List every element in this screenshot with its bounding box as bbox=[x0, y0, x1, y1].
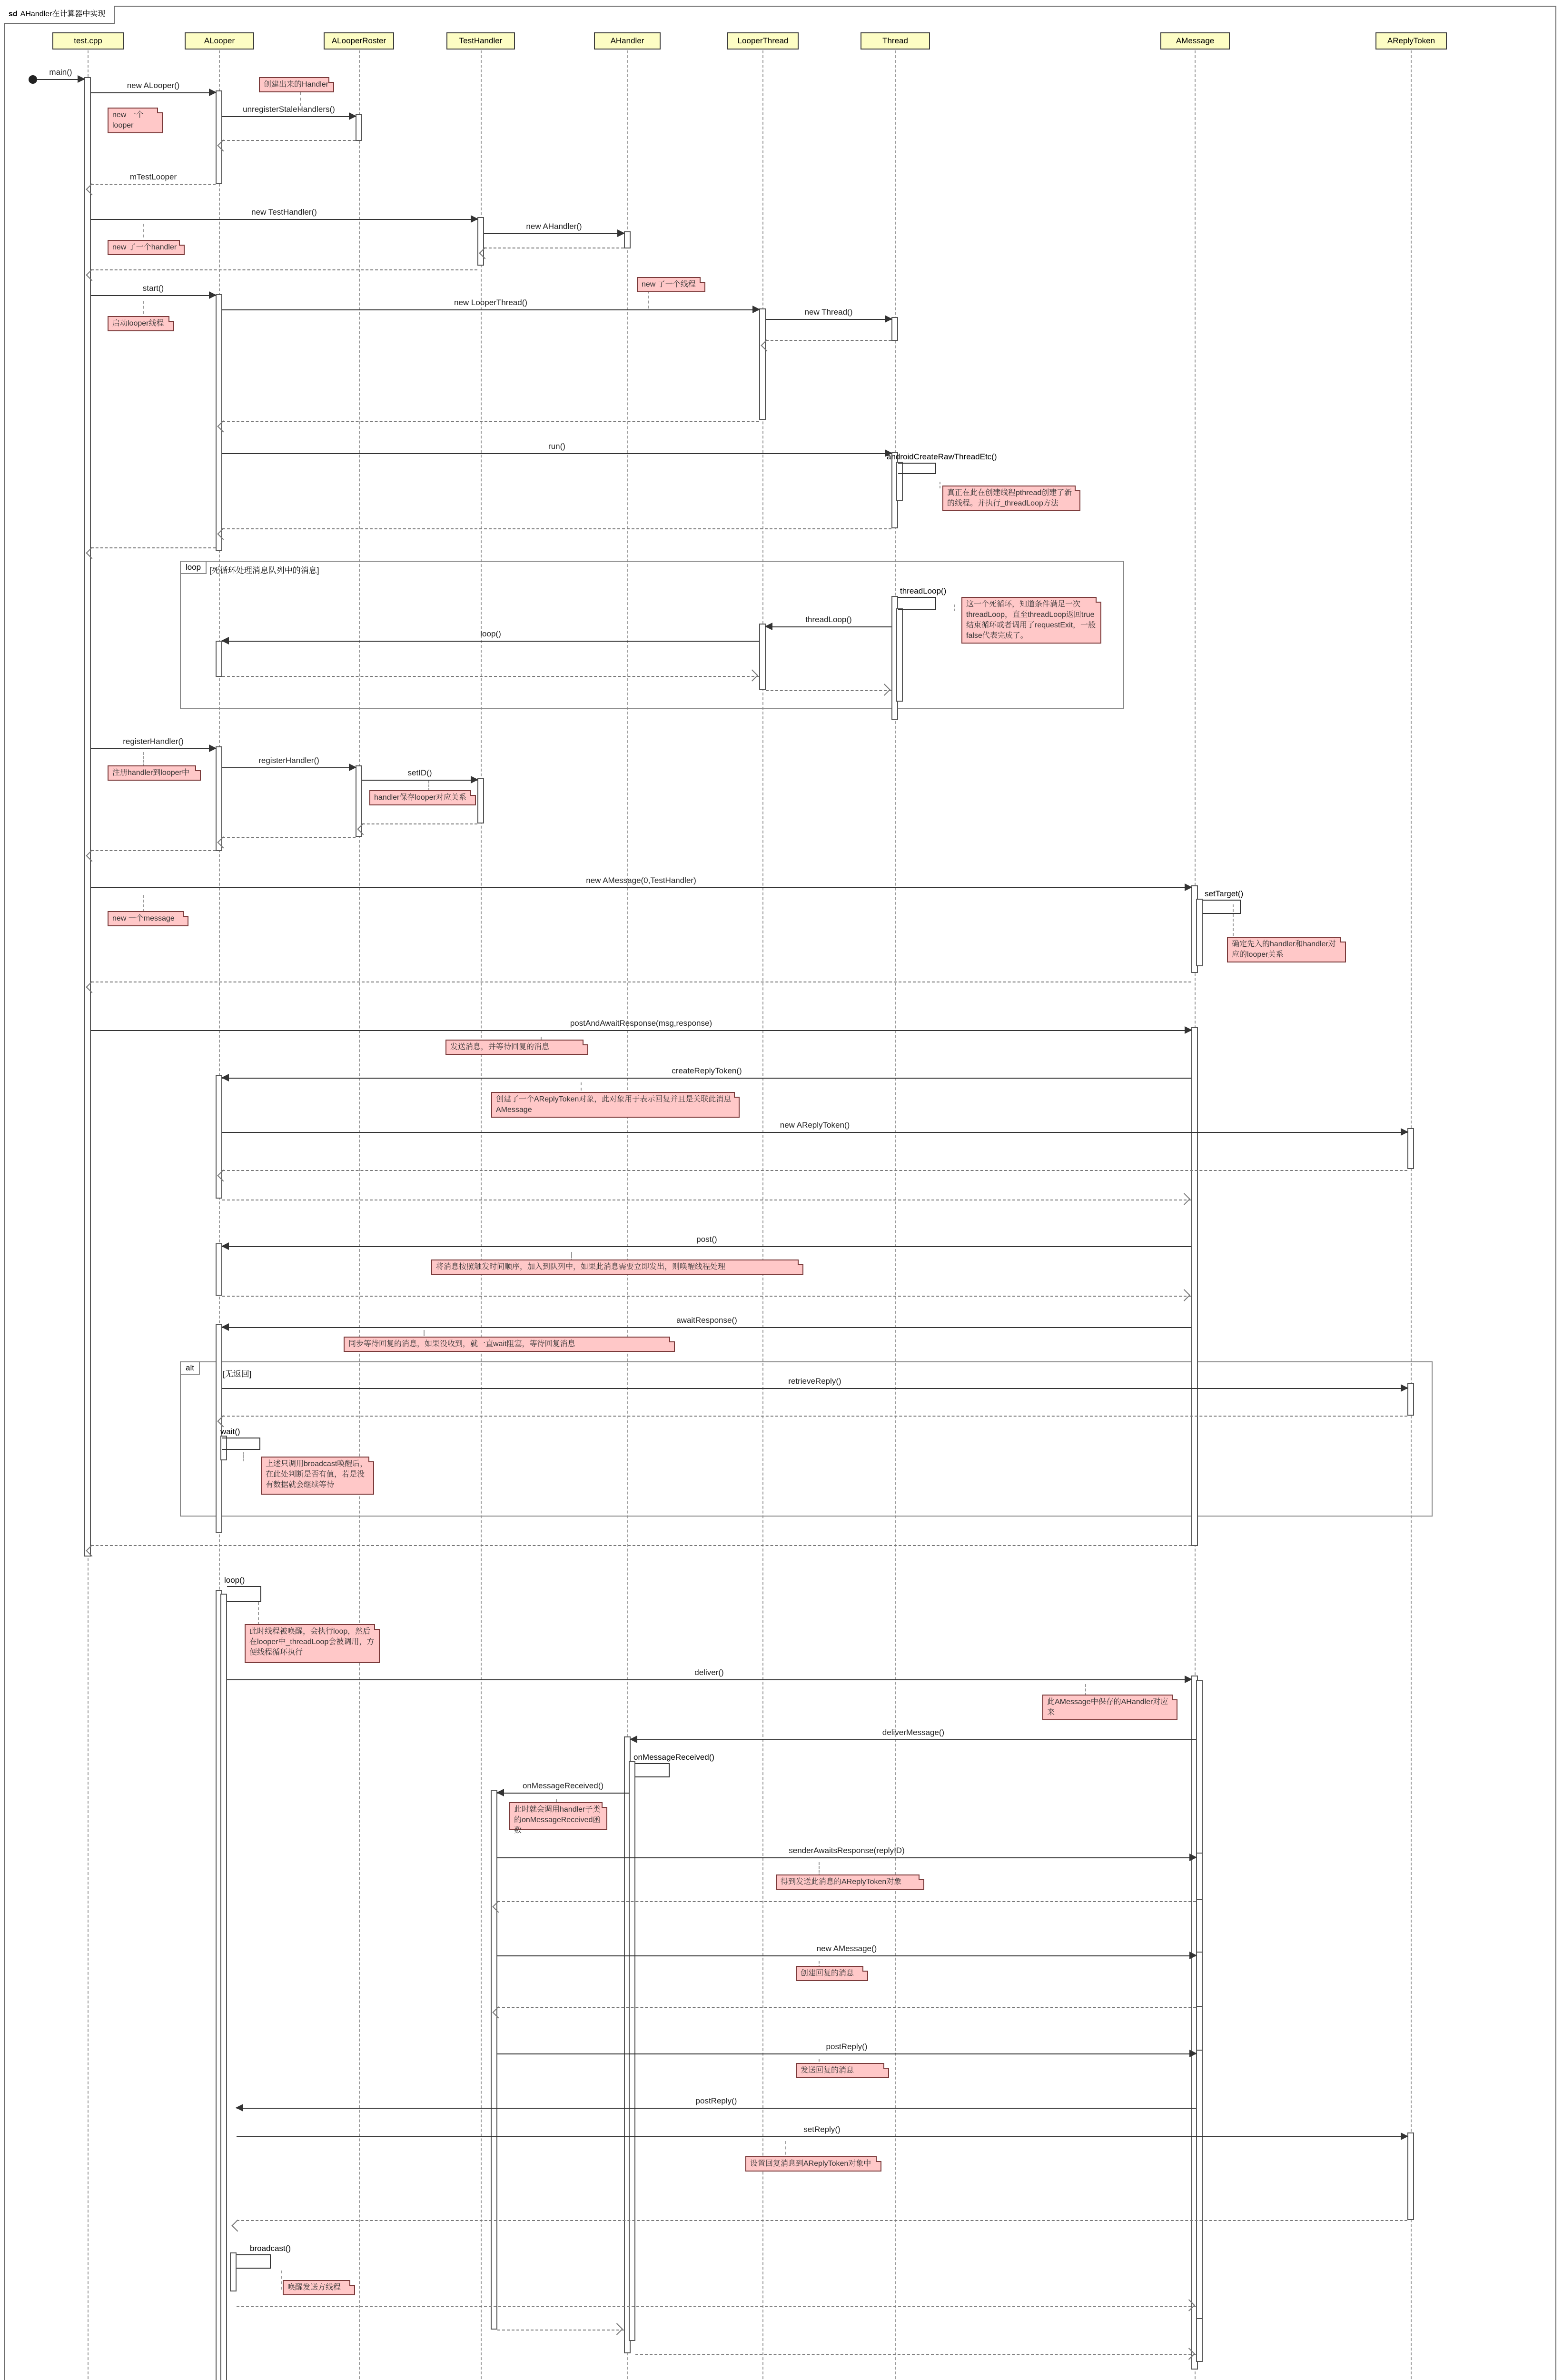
note-connector bbox=[143, 895, 144, 912]
note-post-queue: 将消息按照触发时间顺序，加入到队列中，如果此消息需要立即发出，则唤醒线程处理 bbox=[431, 1259, 803, 1275]
note-send-and-wait: 发送消息，并等待回复的消息 bbox=[445, 1040, 588, 1055]
activation-ahandler-1 bbox=[624, 231, 631, 248]
activation-areplytoken-3 bbox=[1407, 2132, 1414, 2220]
note-threadloop-dead-loop: 这一个死循环，知道条件满足一次threadLoop，直至threadLoop返回true结束循环或者调用了requestExit，一般false代表完成了。 bbox=[961, 597, 1101, 644]
activation-testhandler-3 bbox=[491, 1790, 497, 2330]
self-message-loop: loop() bbox=[227, 1586, 261, 1602]
lifeline-line-thread bbox=[895, 50, 896, 2380]
self-message-androidcreaterawthreadetc: androidCreateRawThreadEtc() bbox=[898, 463, 936, 474]
lifeline-amessage: AMessage bbox=[1160, 32, 1230, 50]
lifeline-testhandler: TestHandler bbox=[446, 32, 515, 50]
note-connector bbox=[300, 92, 301, 111]
self-message-broadcast: broadcast() bbox=[237, 2254, 271, 2269]
activation-alooper-10 bbox=[220, 1594, 227, 2380]
note-new-thread: new 了一个线程 bbox=[637, 277, 705, 292]
note-createreplytoken: 创建了一个AReplyToken对象，此对象用于表示回复并且是关联此消息AMessage bbox=[491, 1092, 740, 1118]
self-message-threadloop: threadLoop() bbox=[898, 597, 936, 610]
loop-fragment-guard: [死循环处理消息队列中的消息] bbox=[209, 566, 319, 575]
activation-alooper-3 bbox=[216, 641, 222, 677]
activation-looperthread-2 bbox=[759, 624, 766, 690]
activation-areplytoken-2 bbox=[1407, 1383, 1414, 1416]
lifeline-thread: Thread bbox=[861, 32, 930, 50]
activation-amessage-7 bbox=[1196, 1952, 1203, 2007]
diagram-title: sd AHandler在计算器中实现 bbox=[4, 6, 115, 24]
lifeline-line-alooperroster bbox=[359, 50, 360, 2380]
activation-amessage-3 bbox=[1191, 1027, 1198, 1546]
note-thread-woken: 此时线程被唤醒，会执行loop，然后在looper中_threadLoop会被调用，方便线程循环执行 bbox=[245, 1624, 380, 1663]
activation-test bbox=[84, 77, 91, 1557]
lifeline-looperthread: LooperThread bbox=[727, 32, 799, 50]
note-onmessagereceived: 此时就会调用handler子类的onMessageReceived函数 bbox=[509, 1802, 607, 1830]
initial-node bbox=[29, 75, 37, 84]
note-connector bbox=[954, 605, 955, 611]
alt-fragment-tag: alt bbox=[181, 1362, 200, 1375]
activation-alooper-6 bbox=[216, 1243, 222, 1296]
note-connector bbox=[143, 752, 144, 766]
activation-amessage-6 bbox=[1196, 1853, 1203, 1900]
activation-alooper-1 bbox=[216, 90, 222, 184]
activation-looperthread-1 bbox=[759, 308, 766, 420]
activation-areplytoken-1 bbox=[1407, 1128, 1414, 1169]
note-settarget: 确定先入的handler和handler对应的looper关系 bbox=[1227, 937, 1346, 962]
lifeline-alooper: ALooper bbox=[185, 32, 254, 50]
note-wake-sender: 唤醒发送方线程 bbox=[283, 2280, 355, 2295]
note-start-looper-thread: 启动looper线程 bbox=[108, 316, 174, 331]
note-wait-broadcast: 上述只调用broadcast唤醒后，在此处判断是否有值，若是没有数据就会继续等待 bbox=[261, 1457, 374, 1495]
lifeline-line-areplytoken bbox=[1411, 50, 1412, 2380]
loop-fragment-tag: loop bbox=[181, 562, 207, 574]
note-new-message: new 一个message bbox=[108, 911, 188, 926]
note-connector bbox=[1233, 904, 1234, 941]
note-setreply: 设置回复消息到AReplyToken对象中 bbox=[745, 2156, 881, 2172]
self-message-settarget: setTarget() bbox=[1203, 900, 1241, 914]
activation-amessage-8 bbox=[1196, 2050, 1203, 2319]
note-await-response: 同步等待回复的消息，如果没收到，就一直wait阻塞，等待回复消息 bbox=[344, 1337, 675, 1352]
note-register-handler: 注册handler到looper中 bbox=[108, 765, 201, 781]
note-new-handler: new 了一个handler bbox=[108, 240, 185, 255]
activation-testhandler-1 bbox=[477, 217, 484, 266]
lifeline-areplytoken: AReplyToken bbox=[1375, 32, 1447, 50]
note-get-replytoken: 得到发送此消息的AReplyToken对象 bbox=[776, 1874, 924, 1890]
activation-roster-1 bbox=[356, 114, 362, 141]
lifeline-test: test.cpp bbox=[52, 32, 124, 50]
lifeline-ahandler: AHandler bbox=[594, 32, 661, 50]
note-connector bbox=[243, 1452, 244, 1461]
lifeline-alooperroster: ALooperRoster bbox=[324, 32, 394, 50]
note-deliver-handler: 此AMessage中保存的AHandler对应来 bbox=[1042, 1695, 1177, 1720]
note-handler-looper-relation: handler保存looper对应关系 bbox=[369, 790, 476, 805]
self-message-wait: wait() bbox=[222, 1438, 260, 1450]
note-handler-created: 创建出来的Handler bbox=[259, 77, 334, 92]
alt-fragment-guard: [无返回] bbox=[223, 1369, 252, 1378]
note-create-reply-message: 创建回复的消息 bbox=[796, 1966, 868, 1981]
activation-thread-1 bbox=[891, 317, 898, 341]
activation-thread-5 bbox=[896, 608, 903, 702]
lifeline-line-testhandler bbox=[481, 50, 482, 2380]
note-create-pthread: 真正在此在创建线程pthread创建了新的线程。并执行_threadLoop方法 bbox=[942, 486, 1080, 511]
self-message-onmessagereceived: onMessageReceived() bbox=[635, 1763, 670, 1777]
activation-amessage-2 bbox=[1196, 899, 1203, 966]
note-connector bbox=[281, 2271, 282, 2290]
note-connector bbox=[258, 1602, 259, 1625]
diagram-frame bbox=[4, 6, 1556, 2380]
activation-alooper-4 bbox=[216, 746, 222, 851]
activation-alooper-11 bbox=[230, 2252, 237, 2291]
note-send-reply-message: 发送回复的消息 bbox=[796, 2063, 889, 2078]
note-new-looper: new 一个looper bbox=[108, 108, 163, 133]
activation-testhandler-2 bbox=[477, 778, 484, 823]
